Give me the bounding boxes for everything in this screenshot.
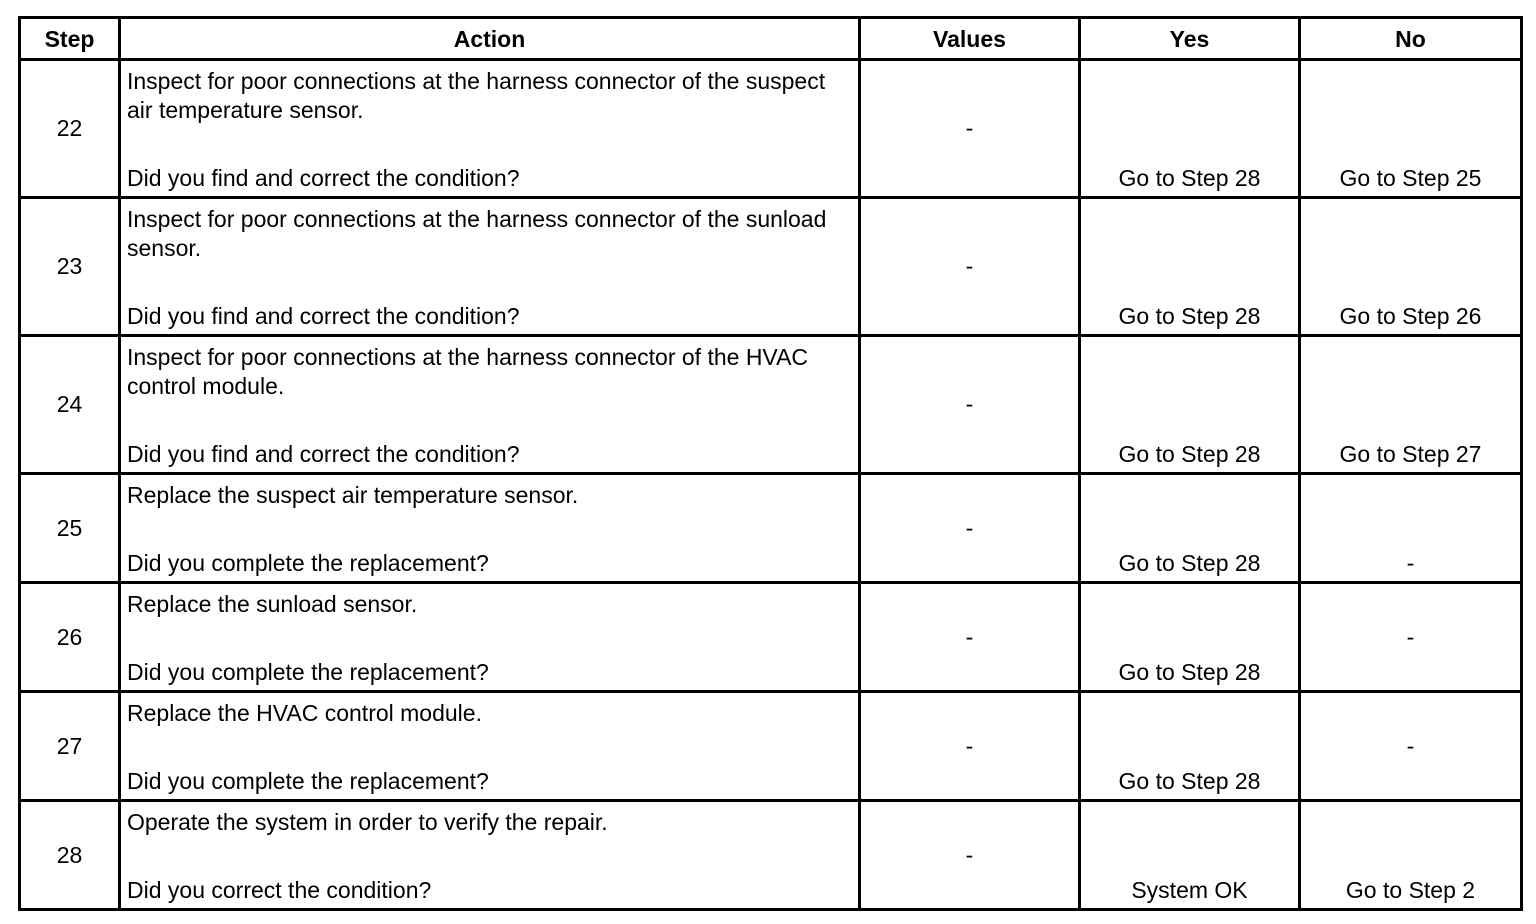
action-text: Inspect for poor connections at the harness connector of the HVAC control module. xyxy=(127,344,809,399)
no-link: - xyxy=(1406,550,1415,576)
action-question: Did you correct the condition? xyxy=(127,877,432,903)
no-cell xyxy=(1300,474,1522,583)
values-cell: - xyxy=(860,583,1080,692)
values-cell: - xyxy=(860,198,1080,336)
action-cell xyxy=(120,336,860,474)
step-number: 28 xyxy=(20,801,120,910)
yes-cell xyxy=(1080,198,1300,336)
header-no: No xyxy=(1300,18,1522,60)
yes-link: Go to Step 28 xyxy=(1118,768,1261,794)
header-step: Step xyxy=(20,18,120,60)
no-link: Go to Step 26 xyxy=(1339,303,1482,329)
yes-cell xyxy=(1080,474,1300,583)
action-text: Replace the sunload sensor. xyxy=(127,591,418,617)
action-question: Did you find and correct the condition? xyxy=(127,303,520,329)
step-number: 24 xyxy=(20,336,120,474)
action-cell xyxy=(120,60,860,198)
values-cell: - xyxy=(860,692,1080,801)
yes-link: System OK xyxy=(1131,877,1248,903)
yes-cell xyxy=(1080,801,1300,910)
values-cell: - xyxy=(860,474,1080,583)
table-row xyxy=(20,692,1522,801)
no-cell xyxy=(1300,60,1522,198)
action-question: Did you find and correct the condition? xyxy=(127,165,520,191)
yes-link: Go to Step 28 xyxy=(1118,303,1261,329)
step-number: 26 xyxy=(20,583,120,692)
action-text: Inspect for poor connections at the harness connector of the suspect air temperature sensor. xyxy=(127,68,826,123)
table-row xyxy=(20,583,1522,692)
header-values: Values xyxy=(860,18,1080,60)
values-cell: - xyxy=(860,801,1080,910)
yes-link: Go to Step 28 xyxy=(1118,550,1261,576)
action-question: Did you complete the replacement? xyxy=(127,550,489,576)
step-number: 23 xyxy=(20,198,120,336)
table-row xyxy=(20,336,1522,474)
table-row xyxy=(20,60,1522,198)
header-action: Action xyxy=(120,18,860,60)
action-text: Operate the system in order to verify the repair. xyxy=(127,809,608,835)
yes-cell xyxy=(1080,336,1300,474)
action-question: Did you complete the replacement? xyxy=(127,659,489,685)
table-row xyxy=(20,198,1522,336)
yes-link: Go to Step 28 xyxy=(1118,659,1261,685)
action-cell xyxy=(120,801,860,910)
action-cell xyxy=(120,583,860,692)
yes-cell xyxy=(1080,60,1300,198)
action-text: Replace the HVAC control module. xyxy=(127,700,482,726)
yes-link: Go to Step 28 xyxy=(1118,165,1261,191)
diagnostic-table xyxy=(18,16,1523,911)
action-text: Inspect for poor connections at the harness connector of the sunload sensor. xyxy=(127,206,827,261)
no-link: Go to Step 25 xyxy=(1339,165,1482,191)
no-link: Go to Step 27 xyxy=(1339,441,1482,467)
no-cell xyxy=(1300,336,1522,474)
values-cell: - xyxy=(860,336,1080,474)
step-number: 22 xyxy=(20,60,120,198)
values-cell: - xyxy=(860,60,1080,198)
table-row xyxy=(20,801,1522,910)
step-number: 27 xyxy=(20,692,120,801)
yes-link: Go to Step 28 xyxy=(1118,441,1261,467)
no-cell xyxy=(1300,801,1522,910)
step-number: 25 xyxy=(20,474,120,583)
no-cell: - xyxy=(1300,692,1522,801)
action-question: Did you complete the replacement? xyxy=(127,768,489,794)
action-cell xyxy=(120,474,860,583)
no-cell: - xyxy=(1300,583,1522,692)
yes-cell xyxy=(1080,692,1300,801)
action-cell xyxy=(120,198,860,336)
action-question: Did you find and correct the condition? xyxy=(127,441,520,467)
action-cell xyxy=(120,692,860,801)
action-text: Replace the suspect air temperature sensor. xyxy=(127,482,579,508)
no-link: Go to Step 2 xyxy=(1345,877,1476,903)
header-yes: Yes xyxy=(1080,18,1300,60)
no-cell xyxy=(1300,198,1522,336)
yes-cell xyxy=(1080,583,1300,692)
table-row xyxy=(20,474,1522,583)
header-row xyxy=(20,18,1522,60)
